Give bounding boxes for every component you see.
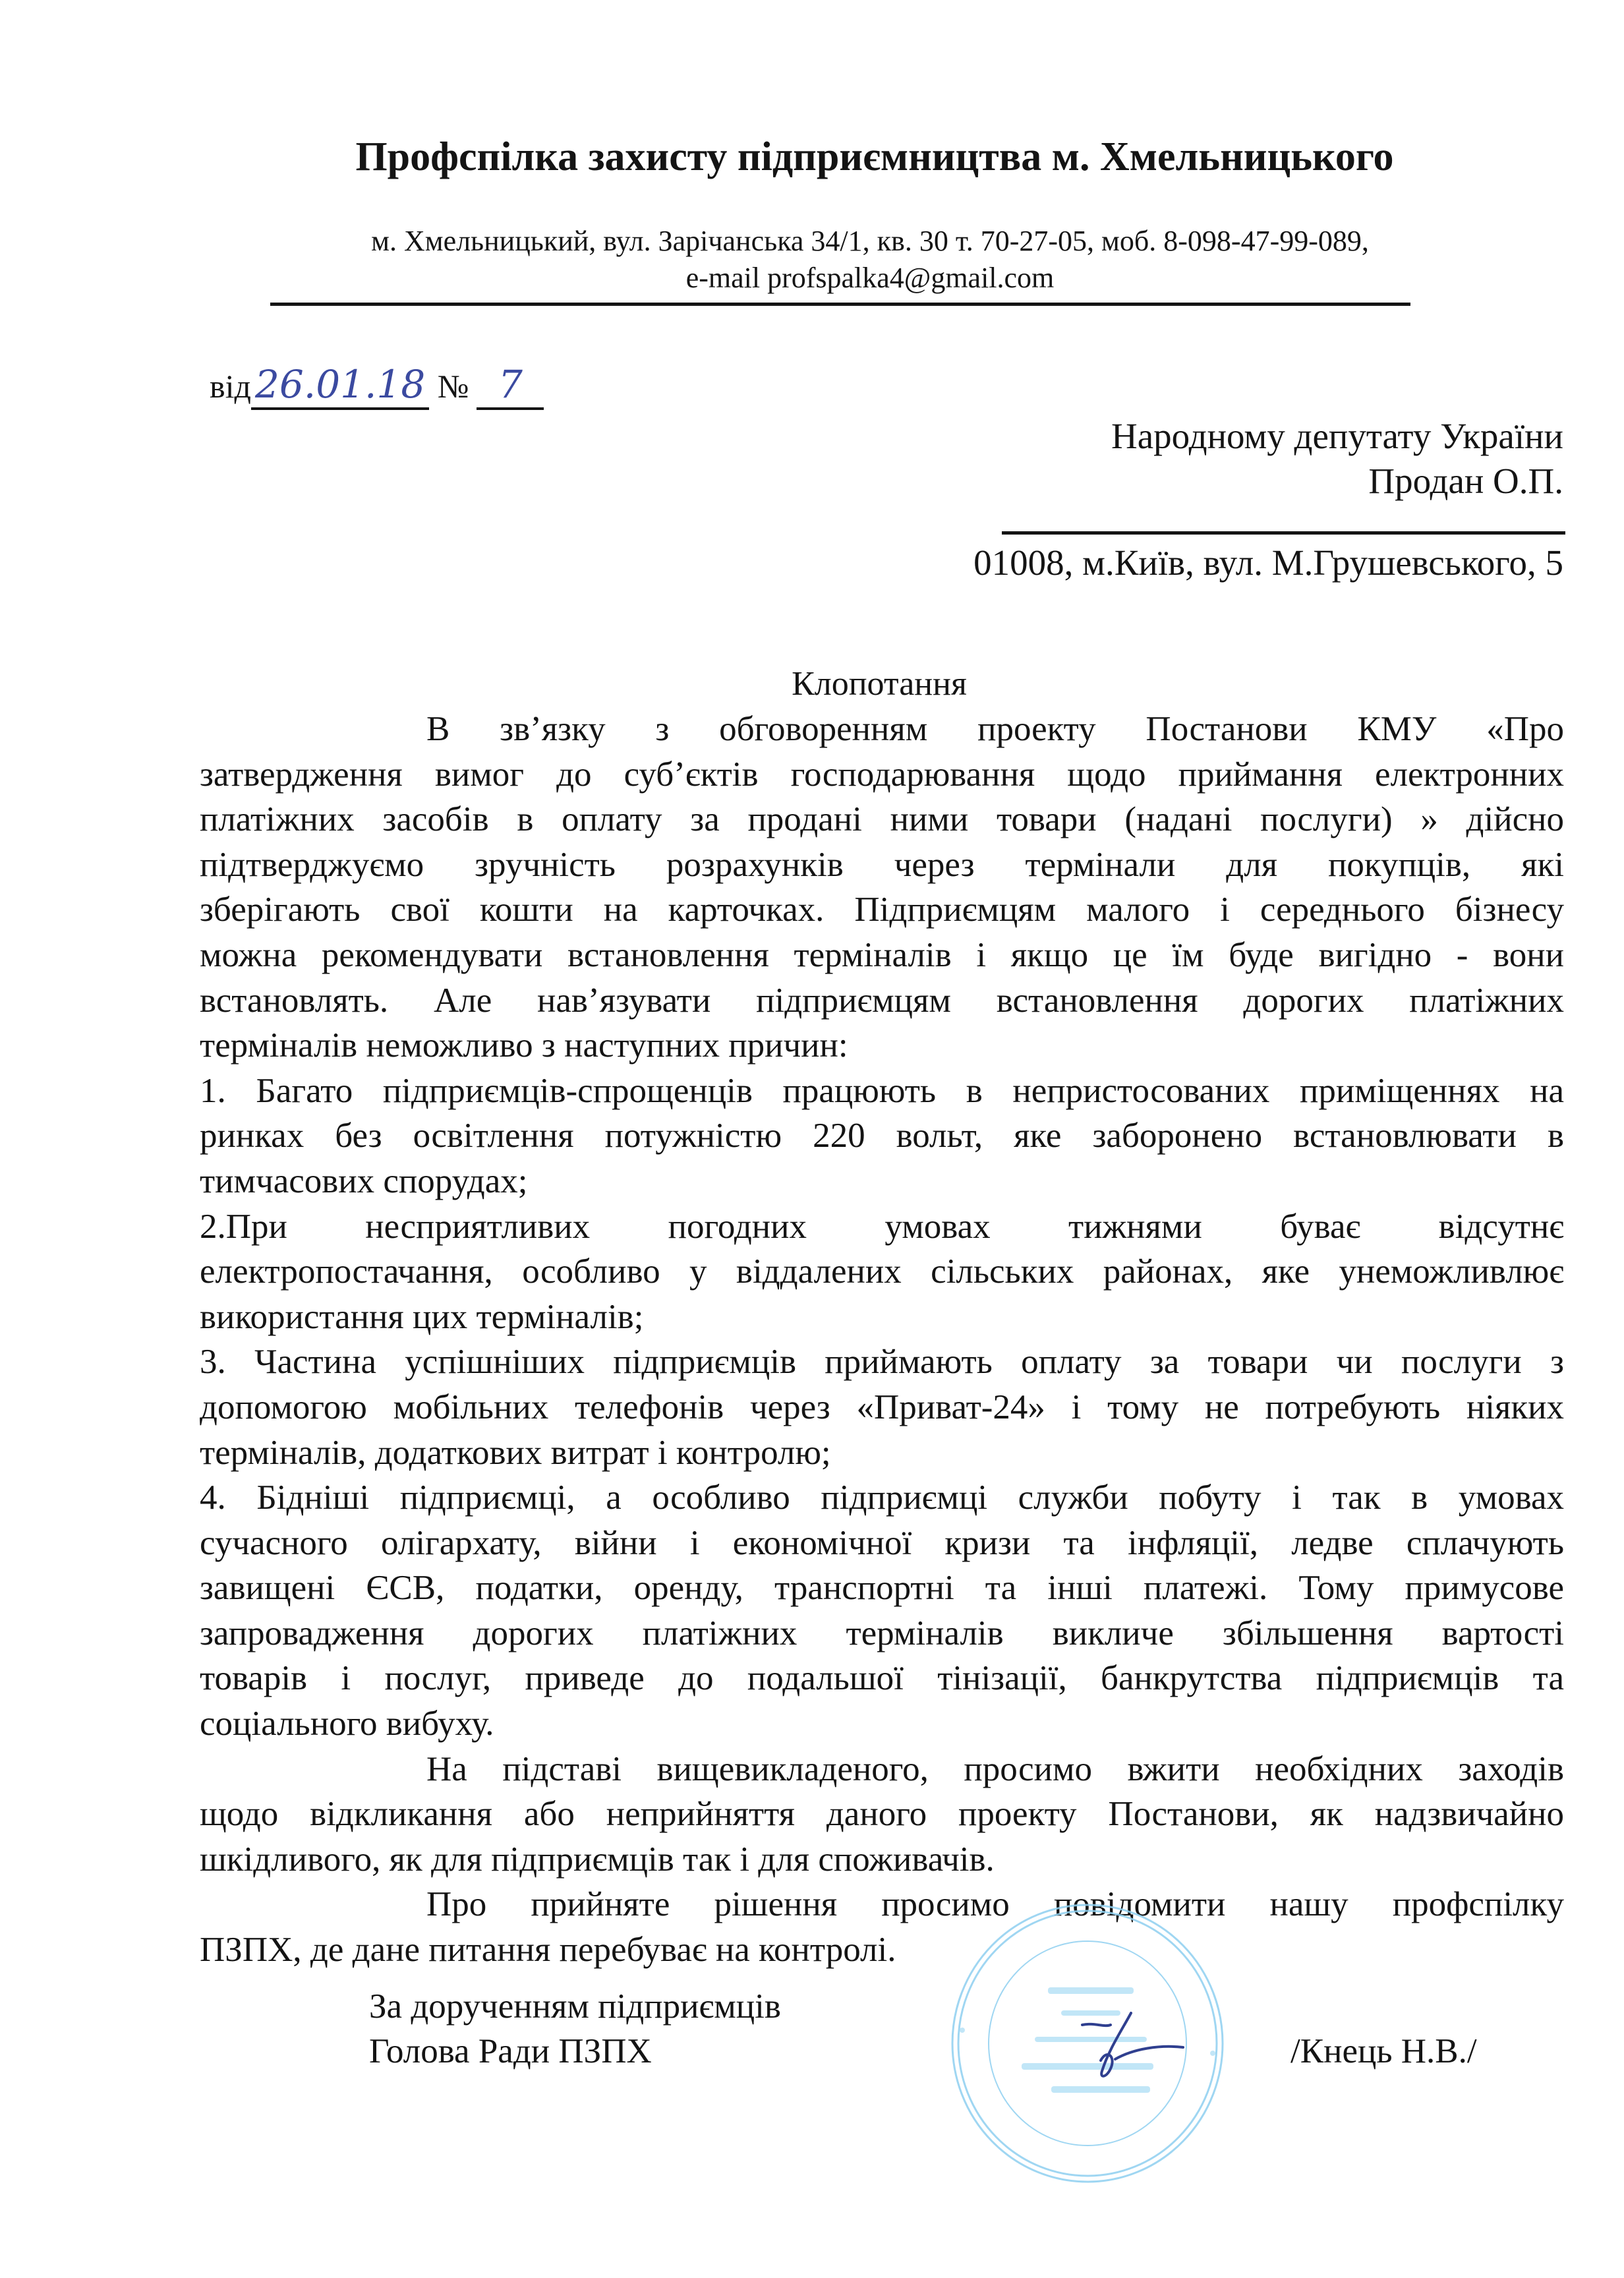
body-line: тимчасових спорудах;	[200, 1161, 528, 1200]
body-line: соціального вибуху.	[200, 1705, 494, 1743]
recipient-divider	[1002, 531, 1565, 535]
body-line: запровадження дорогих платіжних терміналів викличе збільшення вартості	[200, 1614, 1564, 1652]
list-item-3: 3. Частина успішніших підприємців приймають оплату за товари чи послуги з	[200, 1343, 1564, 1382]
recipient-title: Народному депутату України	[1111, 416, 1563, 456]
body-line: затвердження вимог до суб’єктів господарювання щодо приймання електронних	[200, 755, 1564, 794]
body-line: встановлять. Але нав’язувати підприємцям встановлення дорогих платіжних	[200, 981, 1564, 1020]
body-line: завищені ЄСВ, податки, оренду, транспортні та інші платежі. Тому примусове	[200, 1569, 1564, 1608]
outgoing-reference	[210, 361, 544, 410]
body-line: товарів і послуг, приведе до подальшої тінізації, банкрутства підприємців та	[200, 1659, 1564, 1698]
body-line: В зв’язку з обговоренням проекту Постанови КМУ «Про	[426, 710, 1564, 748]
handwritten-signature	[1074, 2010, 1186, 2083]
organization-contacts	[277, 223, 1463, 297]
signature-stroke	[1082, 2013, 1183, 2076]
list-item-1: 1. Багато підприємців-спрощенців працюють в непристосованих приміщеннях на	[200, 1071, 1564, 1110]
stamp-center-text-mark	[1048, 1987, 1134, 1994]
number-label: №	[437, 368, 469, 405]
body-line: підтверджуємо зручність розрахунків через термінали для покупців, які	[200, 845, 1564, 884]
body-line: терміналів, додаткових витрат і контролю;	[200, 1433, 831, 1472]
body-line: сучасного олігархату, війни і економічної кризи та інфляції, ледве сплачують	[200, 1523, 1564, 1562]
recipient-address: 01008, м.Київ, вул. М.Грушевського, 5	[973, 542, 1563, 583]
contacts-address-phone: м. Хмельницький, вул. Зарічанська 34/1, кв. 30 т. 70-27-05, моб. 8-098-47-99-089,	[371, 225, 1369, 257]
handwritten-number: 7	[477, 361, 544, 410]
notify-paragraph: Про прийняте рішення просимо повідомити нашу профспілку	[426, 1885, 1564, 1924]
list-item-2: 2.При несприятливих погодних умовах тижнями буває відсутнє	[200, 1207, 1564, 1246]
signatory-position: Голова Ради ПЗПХ	[369, 2032, 652, 2070]
letterhead-divider	[270, 303, 1410, 306]
signatory-block	[369, 1984, 781, 2074]
body-line: зберігають свої кошти на карточках. Підприємцям малого і середнього бізнесу	[200, 891, 1564, 929]
body-line: використання цих терміналів;	[200, 1297, 644, 1336]
stamp-dot	[960, 2028, 965, 2033]
signatory-mandate: За дорученням підприємців	[369, 1987, 781, 2026]
body-line: платіжних засобів в оплату за продані ними товари (надані послуги) » дійсно	[200, 800, 1564, 839]
recipient-name: Продан О.П.	[1368, 461, 1563, 501]
stamp-dot	[1210, 2051, 1215, 2056]
body-line: шкідливого, як для підприємців так і для споживачів.	[200, 1840, 995, 1879]
body-line: електропостачання, особливо у віддалених сільських районах, яке унеможливлює	[200, 1252, 1564, 1291]
signatory-name: /Кнець Н.В./	[1290, 2032, 1477, 2070]
handwritten-date: 26.01.18	[251, 361, 429, 410]
body-line: щодо відкликання або неприйняття даного проекту Постанови, як надзвичайно	[200, 1795, 1564, 1834]
from-label: від	[210, 368, 251, 405]
body-line: ПЗПХ, де дане питання перебуває на контролі.	[200, 1931, 896, 1970]
body-line: можна рекомендувати встановлення терміналів і якщо це їм буде вигідно - вони	[200, 935, 1564, 974]
document-title: Клопотання	[792, 665, 967, 703]
letter-body	[200, 707, 1564, 1973]
stamp-center-text-mark	[1051, 2086, 1150, 2093]
list-item-4: 4. Бідніші підприємці, а особливо підприємці служби побуту і так в умовах	[200, 1478, 1564, 1517]
contacts-email: e-mail profspalka4@gmail.com	[685, 262, 1055, 294]
body-line: ринках без освітлення потужністю 220 вольт, яке заборонено встановлювати в	[200, 1117, 1564, 1155]
body-line: допомогою мобільних телефонів через «Приват-24» і тому не потребують ніяких	[200, 1387, 1564, 1426]
body-line: терміналів неможливо з наступних причин:	[200, 1026, 848, 1065]
request-paragraph: На підставі вищевикладеного, просимо вжити необхідних заходів	[426, 1749, 1564, 1788]
organization-title: Профспілка захисту підприємництва м. Хмельницького	[355, 134, 1394, 179]
